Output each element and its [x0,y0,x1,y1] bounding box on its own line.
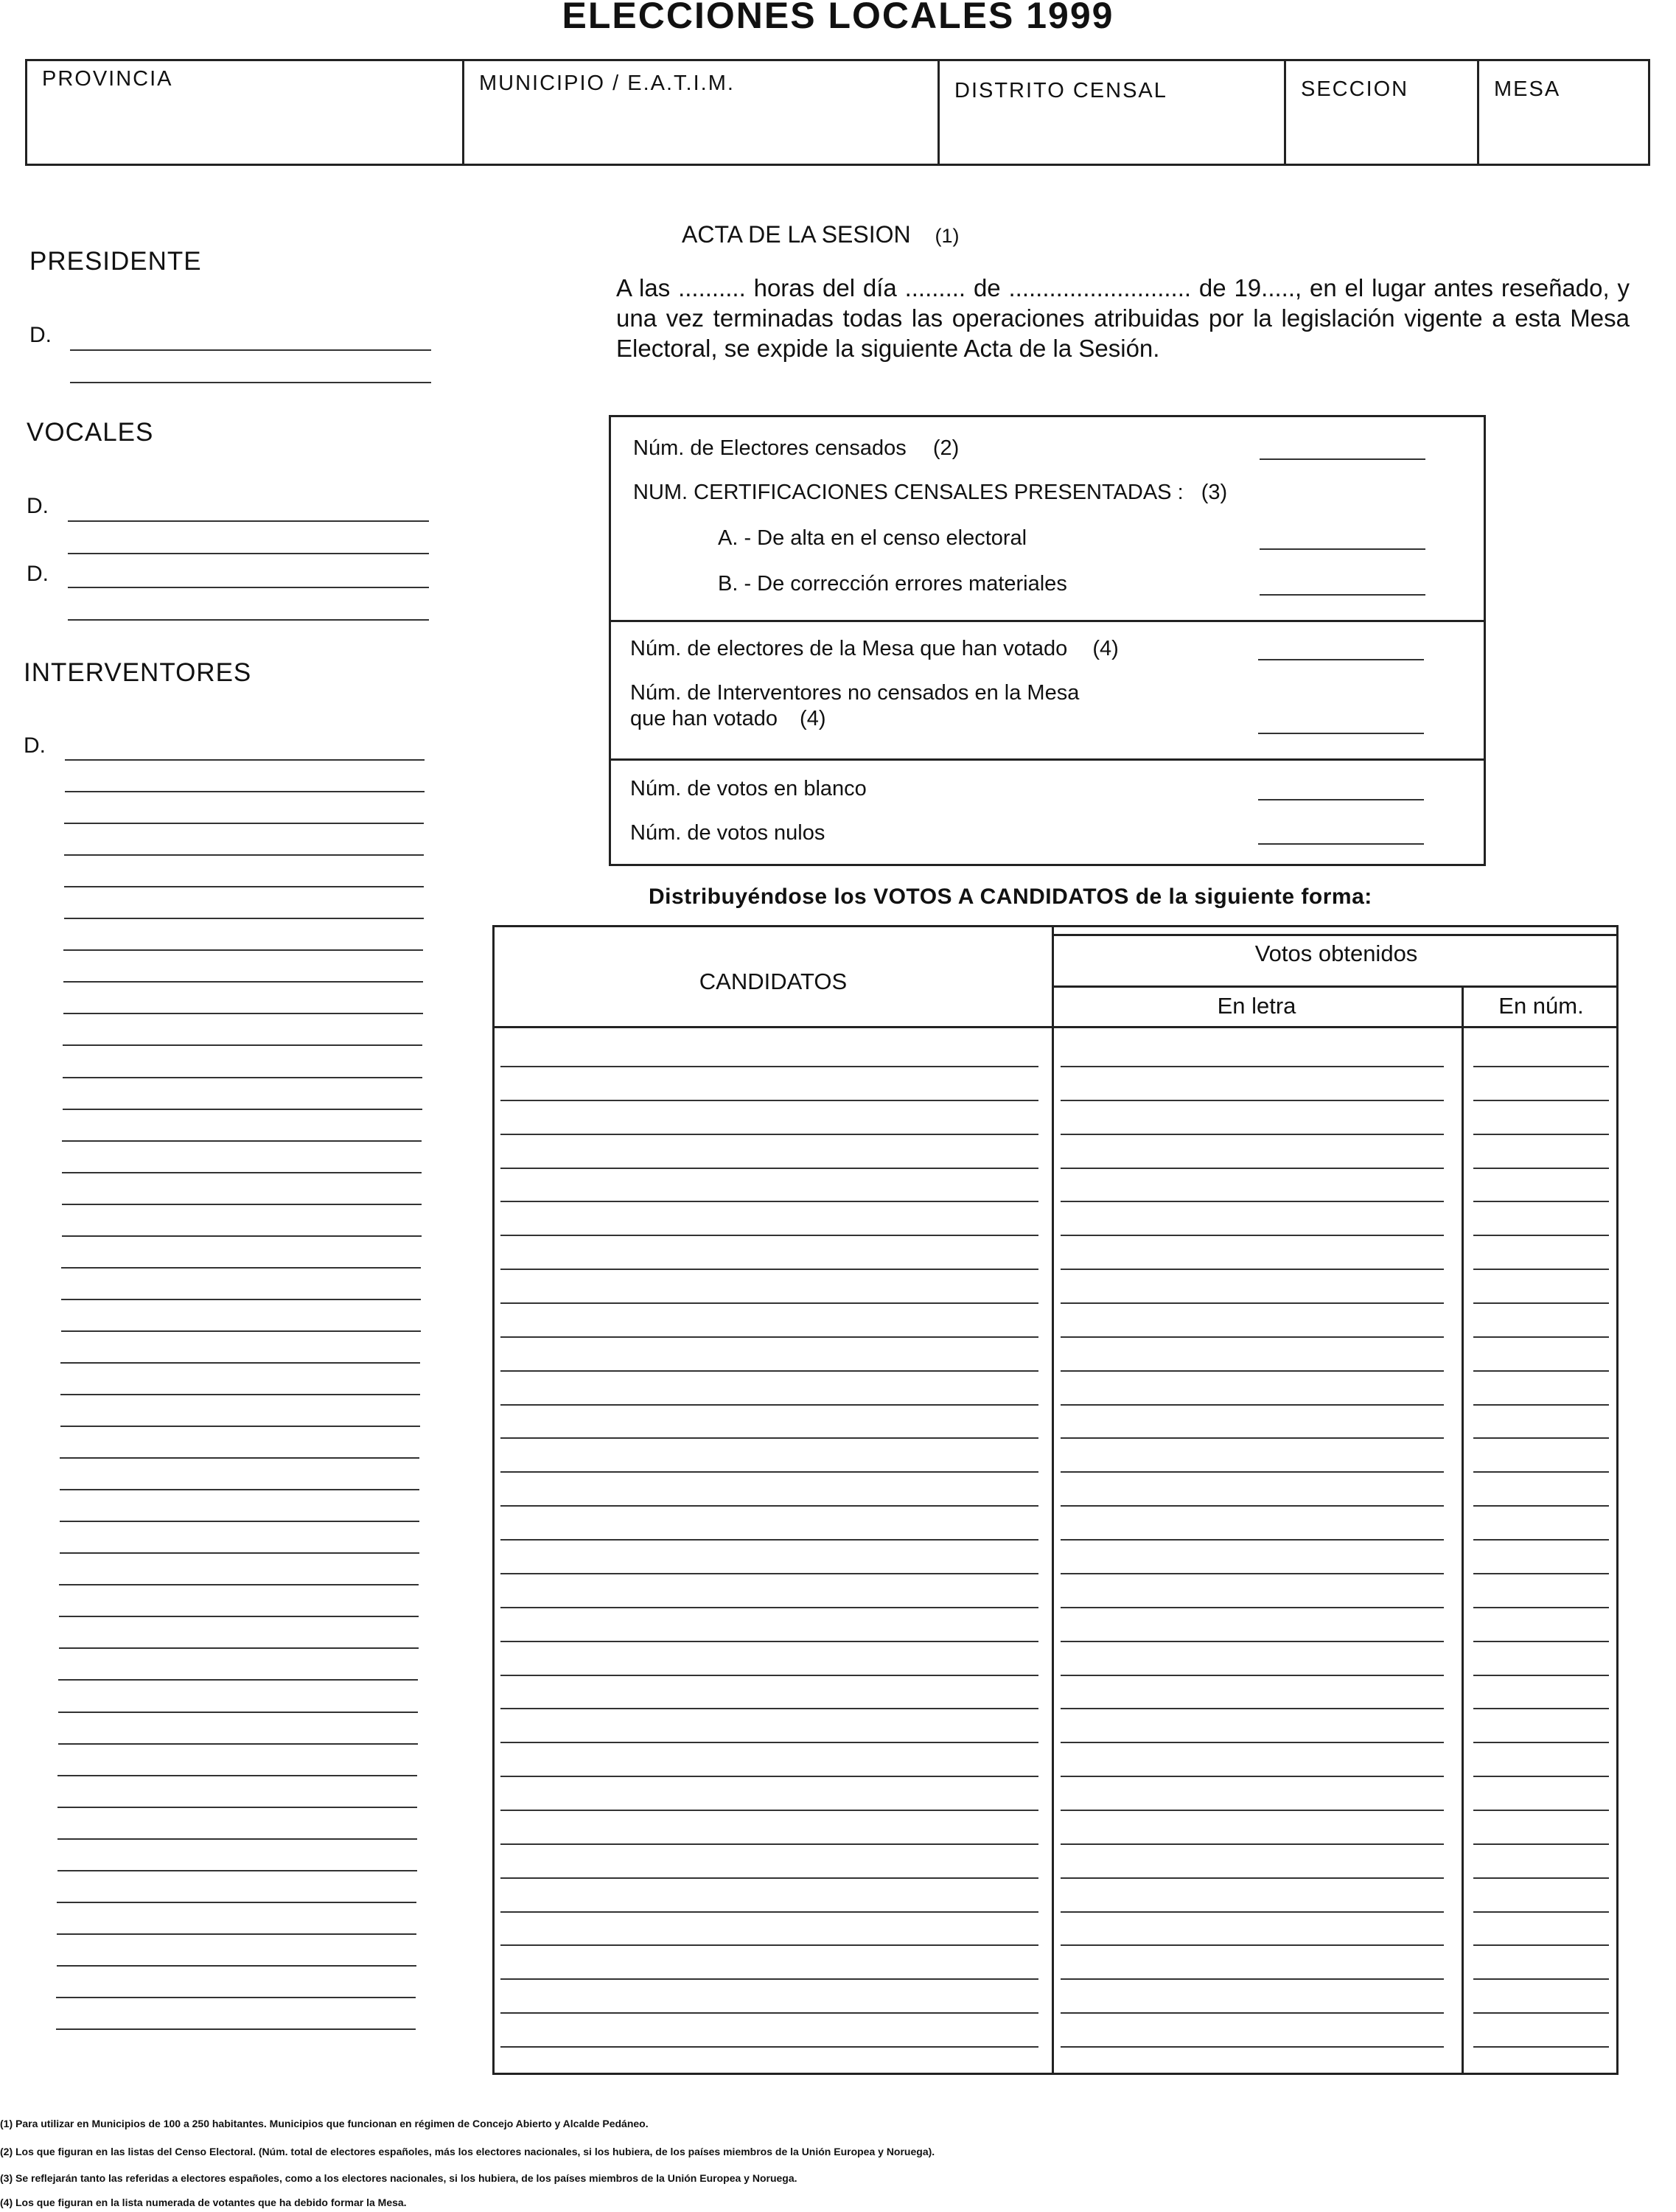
candidate-name-line[interactable] [500,1742,1038,1743]
votes-number-line[interactable] [1473,1776,1609,1777]
candidate-name-line[interactable] [500,1911,1038,1913]
votes-letters-line[interactable] [1061,1742,1444,1743]
votes-number-line[interactable] [1473,1336,1609,1338]
votes-letters-line[interactable] [1061,1201,1444,1202]
votes-letters-line[interactable] [1061,1168,1444,1169]
votes-letters-line[interactable] [1061,1776,1444,1777]
candidate-name-line[interactable] [500,1539,1038,1541]
votes-letters-line[interactable] [1061,1066,1444,1067]
interventor-line[interactable] [64,886,424,887]
interventores-heading: INTERVENTORES [24,658,252,687]
votes-letters-line[interactable] [1061,1134,1444,1135]
en-letra-header: En letra [1217,993,1296,1019]
alta-input-line[interactable] [1260,548,1425,550]
candidate-name-line[interactable] [500,1843,1038,1845]
votes-number-line[interactable] [1473,1505,1609,1507]
interventor-line[interactable] [56,2028,416,2030]
votado-note: (4) [1092,637,1119,660]
provincia-label: PROVINCIA [42,67,173,91]
votes-number-line[interactable] [1473,1302,1609,1304]
candidate-name-line[interactable] [500,1641,1038,1642]
distribution-heading: Distribuyéndose los VOTOS A CANDIDATOS de la siguiente forma: [649,885,1372,909]
acta-paragraph: A las .......... horas del día ......... de ........................... de 19....., en el lugar antes reseñado, y una vez terminadas todas las operaciones atribuidas por la legislación vigente a esta Mesa Electoral, se expide la siguiente Acta de la Sesión. [616,274,1630,362]
seccion-field[interactable] [1284,61,1477,164]
candidate-name-line[interactable] [500,1708,1038,1709]
acta-title [682,221,960,248]
candidate-name-line[interactable] [500,1134,1038,1135]
votos-top-line [1052,934,1616,936]
presidente-line[interactable] [70,349,431,351]
vocal-d-label: D. [27,494,49,518]
interventor-line[interactable] [59,1647,419,1649]
votes-number-line[interactable] [1473,1607,1609,1608]
interventor-line[interactable] [60,1394,420,1395]
votes-letters-line[interactable] [1061,1641,1444,1642]
candidate-name-line[interactable] [500,1810,1038,1811]
votes-letters-line[interactable] [1061,1100,1444,1101]
votes-number-line[interactable] [1473,1675,1609,1676]
votes-letters-line[interactable] [1061,1404,1444,1406]
col-divider [1052,927,1054,2073]
votes-letters-line[interactable] [1061,1911,1444,1913]
footnote: (4) Los que figuran en la lista numerada de votantes que ha debido formar la Mesa. [0,2197,407,2208]
correccion-label: B. - De corrección errores materiales [718,572,1067,596]
candidate-name-line[interactable] [500,1235,1038,1236]
candidate-name-line[interactable] [500,1505,1038,1507]
candidate-name-line[interactable] [500,1607,1038,1608]
interventor-line[interactable] [61,1299,421,1300]
candidate-name-line[interactable] [500,1201,1038,1202]
candidate-name-line[interactable] [500,1336,1038,1338]
correccion-input-line[interactable] [1260,594,1425,596]
candidate-name-line[interactable] [500,1066,1038,1067]
vocal-d-label: D. [27,562,49,586]
votes-letters-line[interactable] [1061,1302,1444,1304]
votes-letters-line[interactable] [1061,1336,1444,1338]
votes-number-line[interactable] [1473,1978,1609,1980]
candidate-name-line[interactable] [500,1168,1038,1169]
certificaciones-row [633,481,1227,505]
votes-letters-line[interactable] [1061,1944,1444,1946]
votes-letters-line[interactable] [1061,1573,1444,1574]
candidate-name-line[interactable] [500,1776,1038,1777]
candidate-name-line[interactable] [500,1944,1038,1946]
interventor-line[interactable] [63,949,423,951]
vocal-line[interactable] [68,553,429,554]
votes-number-line[interactable] [1473,1810,1609,1811]
mesa-label: MESA [1494,77,1561,101]
interventor-line[interactable] [57,1807,417,1808]
censados-label: Núm. de Electores censados [633,436,907,460]
candidate-name-line[interactable] [500,1471,1038,1473]
presidente-heading: PRESIDENTE [29,247,202,276]
presidente-line[interactable] [70,382,431,383]
votes-letters-line[interactable] [1061,1269,1444,1270]
candidate-name-line[interactable] [500,1437,1038,1439]
votes-number-line[interactable] [1473,1235,1609,1236]
interventor-line[interactable] [60,1521,419,1522]
votes-letters-line[interactable] [1061,1978,1444,1980]
votes-number-line[interactable] [1473,2046,1609,2048]
vocales-heading: VOCALES [27,418,154,447]
en-num-header: En núm. [1498,993,1584,1019]
interventor-line[interactable] [60,1489,419,1490]
votes-letters-line[interactable] [1061,1437,1444,1439]
interventor-line[interactable] [65,759,425,761]
candidate-name-line[interactable] [500,1100,1038,1101]
votes-letters-line[interactable] [1061,1235,1444,1236]
votes-number-line[interactable] [1473,1911,1609,1913]
interventor-line[interactable] [63,1013,423,1014]
municipio-label: MUNICIPIO / E.A.T.I.M. [479,71,735,95]
votes-letters-line[interactable] [1061,1471,1444,1473]
interventor-line[interactable] [59,1616,419,1617]
votes-number-line[interactable] [1473,1877,1609,1879]
votes-number-line[interactable] [1473,1370,1609,1372]
votes-number-line[interactable] [1473,1641,1609,1642]
interventor-line[interactable] [60,1552,419,1554]
votos-obtenidos-header: Votos obtenidos [1254,941,1418,966]
interventor-line[interactable] [60,1362,420,1364]
footnote: (3) Se reflejarán tanto las referidas a electores españoles, como a los electores nacionales, si los hubiera, de los países miembros de la Unión Europea y Noruega. [0,2172,797,2184]
mesa-field[interactable] [1477,61,1651,164]
candidate-name-line[interactable] [500,1302,1038,1304]
acta-title-text: ACTA DE LA SESION [682,221,911,248]
footnote: (1) Para utilizar en Municipios de 100 a 250 habitantes. Municipios que funcionan en régimen de Concejo Abierto y Alcalde Pedáneo. [0,2118,649,2129]
nulos-label: Núm. de votos nulos [630,821,825,845]
votes-letters-line[interactable] [1061,1370,1444,1372]
censados-input-line[interactable] [1260,458,1425,460]
candidate-name-line[interactable] [500,2046,1038,2048]
interventor-line[interactable] [65,791,425,792]
votes-letters-line[interactable] [1061,1877,1444,1879]
votes-number-line[interactable] [1473,1843,1609,1845]
candidate-name-line[interactable] [500,2012,1038,2014]
vocal-line[interactable] [68,619,429,621]
interventor-line[interactable] [57,1838,417,1840]
votado-input-line[interactable] [1258,659,1424,660]
interventor-line[interactable] [62,1172,422,1173]
votes-letters-line[interactable] [1061,1843,1444,1845]
header-box [25,59,1650,166]
interventor-line[interactable] [63,981,423,983]
interventor-line[interactable] [62,1204,422,1205]
votes-letters-line[interactable] [1061,1675,1444,1676]
footnote: (2) Los que figuran en las listas del Censo Electoral. (Núm. total de electores españoles, más los electores nacionales, si los hubiera, de los países miembros de la Unión Europea y Noruega). [0,2146,935,2157]
votes-letters-line[interactable] [1061,1505,1444,1507]
col-divider [1462,985,1464,2073]
page-title: ELECCIONES LOCALES 1999 [562,0,1114,36]
interventor-line[interactable] [57,1870,417,1871]
censados-row [633,436,959,461]
interventor-line[interactable] [58,1743,418,1745]
candidatos-header: CANDIDATOS [699,969,848,994]
interventores-votado-label2: que han votado [630,707,778,730]
distrito-label: DISTRITO CENSAL [954,79,1167,102]
votes-number-line[interactable] [1473,1944,1609,1946]
censados-note: (2) [932,436,960,460]
interventor-line[interactable] [62,1140,422,1142]
seccion-label: SECCION [1301,77,1409,101]
certificaciones-note: (3) [1201,481,1228,504]
vocal-line[interactable] [68,520,429,522]
provincia-field[interactable] [27,61,462,164]
candidate-name-line[interactable] [500,1404,1038,1406]
votos-mid-line [1052,985,1616,988]
interventor-line[interactable] [61,1330,421,1332]
votes-number-line[interactable] [1473,1742,1609,1743]
interventor-line[interactable] [56,1997,416,1998]
votes-letters-line[interactable] [1061,2012,1444,2014]
certificaciones-label: NUM. CERTIFICACIONES CENSALES PRESENTADAS : [633,481,1184,504]
interventor-line[interactable] [60,1457,419,1459]
distrito-field[interactable] [937,61,1284,164]
interventor-line[interactable] [57,1965,416,1967]
votes-number-line[interactable] [1473,1539,1609,1541]
votes-number-line[interactable] [1473,1404,1609,1406]
votes-number-line[interactable] [1473,1437,1609,1439]
interventor-line[interactable] [57,1933,416,1935]
nulos-input-line[interactable] [1258,843,1424,845]
votado-label: Núm. de electores de la Mesa que han votado [630,637,1068,660]
presidente-d-label: D. [29,323,52,347]
votes-number-line[interactable] [1473,1066,1609,1067]
candidate-name-line[interactable] [500,1978,1038,1980]
interventor-line[interactable] [57,1902,416,1903]
interventor-line[interactable] [60,1426,420,1427]
interventor-line[interactable] [63,1109,422,1110]
candidate-name-line[interactable] [500,1269,1038,1270]
interventor-d-label: D. [24,733,46,758]
votes-number-line[interactable] [1473,2012,1609,2014]
interventores-votado-note: (4) [800,707,826,730]
interventor-line[interactable] [62,1235,422,1237]
votes-letters-line[interactable] [1061,1539,1444,1541]
blanco-label: Núm. de votos en blanco [630,777,867,800]
votes-letters-line[interactable] [1061,1708,1444,1709]
interventor-line[interactable] [64,823,424,824]
interventores-votado-row [630,707,825,731]
votado-row [630,637,1119,661]
header-bottom-line [495,1026,1616,1028]
candidate-name-line[interactable] [500,1573,1038,1574]
interventor-line[interactable] [63,1077,422,1078]
interventores-votado-label: Núm. de Interventores no censados en la Mesa [630,681,1080,705]
votes-letters-line[interactable] [1061,1607,1444,1608]
votes-letters-line[interactable] [1061,1810,1444,1811]
interventores-votado-input-line[interactable] [1258,733,1424,734]
municipio-field[interactable] [462,61,937,164]
votes-number-line[interactable] [1473,1168,1609,1169]
interventor-line[interactable] [59,1584,419,1585]
stats-box [609,415,1486,866]
votes-number-line[interactable] [1473,1134,1609,1135]
candidate-name-line[interactable] [500,1370,1038,1372]
candidates-table [492,925,1619,2075]
votes-number-line[interactable] [1473,1100,1609,1101]
interventor-line[interactable] [57,1775,417,1776]
votes-number-line[interactable] [1473,1201,1609,1202]
votes-number-line[interactable] [1473,1573,1609,1574]
interventor-line[interactable] [61,1267,421,1269]
candidate-name-line[interactable] [500,1675,1038,1676]
votes-number-line[interactable] [1473,1269,1609,1270]
interventor-line[interactable] [64,854,424,856]
alta-label: A. - De alta en el censo electoral [718,526,1027,550]
interventor-line[interactable] [63,1044,422,1046]
stats-divider [611,758,1484,761]
votes-number-line[interactable] [1473,1471,1609,1473]
interventor-line[interactable] [64,918,424,919]
candidate-name-line[interactable] [500,1877,1038,1879]
votes-number-line[interactable] [1473,1708,1609,1709]
stats-divider [611,620,1484,622]
interventor-line[interactable] [58,1679,418,1681]
interventor-line[interactable] [58,1712,418,1713]
vocal-line[interactable] [68,587,429,588]
blanco-input-line[interactable] [1258,799,1424,800]
acta-title-note: (1) [935,225,960,247]
votes-letters-line[interactable] [1061,2046,1444,2048]
